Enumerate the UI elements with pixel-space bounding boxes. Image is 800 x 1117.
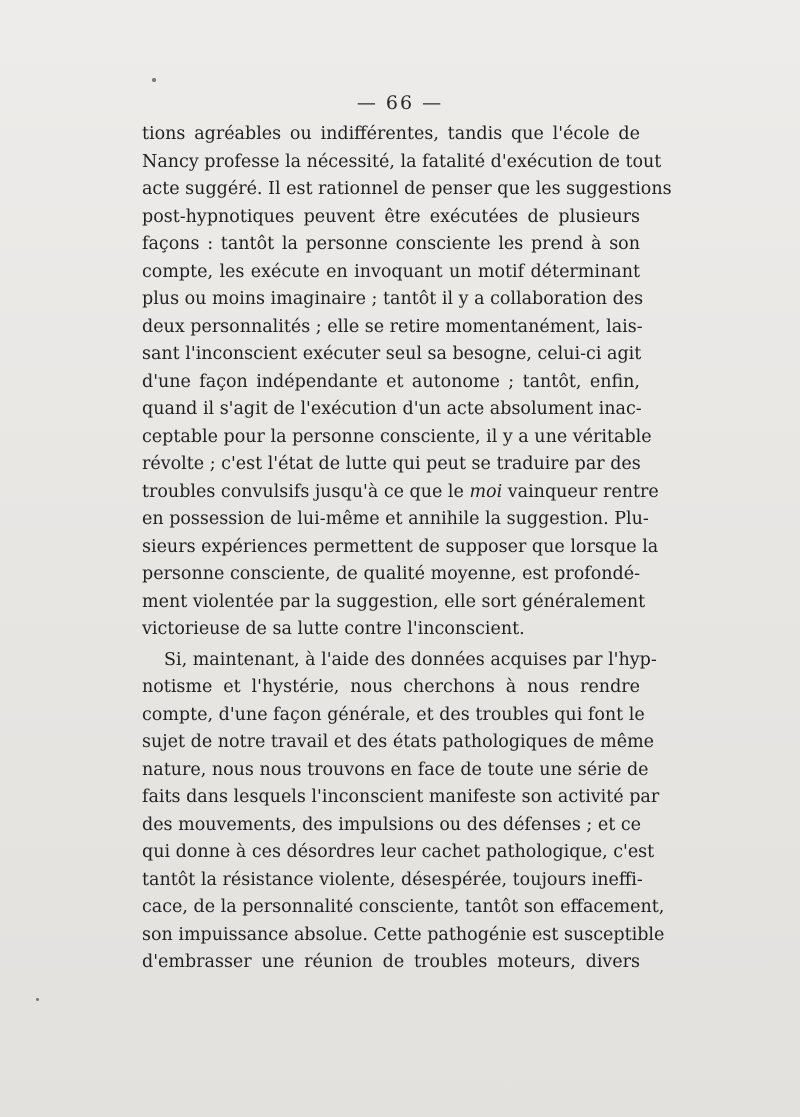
text-line: des mouvements, des impulsions ou des défenses ; et ce — [142, 814, 641, 835]
text-line: personne consciente, de qualité moyenne, est profondé- — [142, 564, 640, 584]
text-segment: vainqueur rentre — [502, 481, 659, 502]
text-line: notisme et l'hystérie, nous cherchons à nous rendre — [142, 677, 640, 697]
text-line: post-hypnotiques peuvent être exécutées de plusieurs — [142, 206, 640, 227]
text-line: sant l'inconscient exécuter seul sa besogne, celui-ci agit — [142, 344, 642, 364]
text-line: d'embrasser une réunion de troubles moteurs, divers — [142, 952, 640, 972]
text-line: faits dans lesquels l'inconscient manifeste son activité par — [142, 787, 660, 807]
page-number: — 66 — — [356, 92, 444, 114]
text-line: acte suggéré. Il est rationnel de penser que les suggestions — [142, 179, 672, 199]
text-line: ceptable pour la personne consciente, il y a une véritable — [142, 426, 652, 447]
text-line-paragraph-end: victorieuse de sa lutte contre l'inconscient. — [142, 619, 525, 639]
ink-speck — [36, 998, 39, 1001]
text-line: en possession de lui-même et annihile la suggestion. Plu- — [142, 509, 649, 529]
text-line: façons : tantôt la personne consciente les prend à son — [142, 234, 640, 254]
text-segment: troubles convulsifs jusqu'à ce que le — [142, 481, 470, 502]
text-line: compte, d'une façon générale, et des troubles qui font le — [142, 704, 645, 725]
text-line: nature, nous nous trouvons en face de toute une série de — [142, 759, 649, 780]
text-line: tions agréables ou indifférentes, tandis que l'école de — [142, 124, 640, 144]
text-line: révolte ; c'est l'état de lutte qui peut se traduire par des — [142, 454, 641, 474]
text-line: son impuissance absolue. Cette pathogénie est susceptible — [142, 924, 665, 945]
italic-word-moi: moi — [469, 481, 503, 502]
text-line-with-italic — [142, 479, 659, 507]
text-line: Nancy professe la nécessité, la fatalité d'exécution de tout — [142, 151, 662, 172]
text-line: tantôt la résistance violente, désespérée, toujours ineffi- — [142, 869, 643, 890]
text-line: plus ou moins imaginaire ; tantôt il y a collaboration des — [142, 289, 644, 309]
text-line: sujet de notre travail et des états pathologiques de même — [142, 732, 655, 752]
text-line: deux personnalités ; elle se retire momentanément, lais- — [142, 316, 643, 337]
body-text — [142, 121, 672, 977]
text-line-paragraph-start: Si, maintenant, à l'aide des données acquises par l'hyp- — [164, 649, 657, 670]
text-line: ment violentée par la suggestion, elle sort généralement — [142, 591, 646, 612]
text-line: compte, les exécute en invoquant un motif déterminant — [142, 261, 640, 282]
text-line: qui donne à ces désordres leur cachet pathologique, c'est — [142, 842, 655, 862]
text-line: sieurs expériences permettent de supposer que lorsque la — [142, 536, 659, 557]
text-line: quand il s'agit de l'exécution d'un acte absolument inac- — [142, 399, 642, 419]
text-line: d'une façon indépendante et autonome ; tantôt, enfin, — [142, 371, 640, 392]
ink-speck — [152, 78, 156, 82]
text-line: cace, de la personnalité consciente, tantôt son effacement, — [142, 897, 665, 917]
